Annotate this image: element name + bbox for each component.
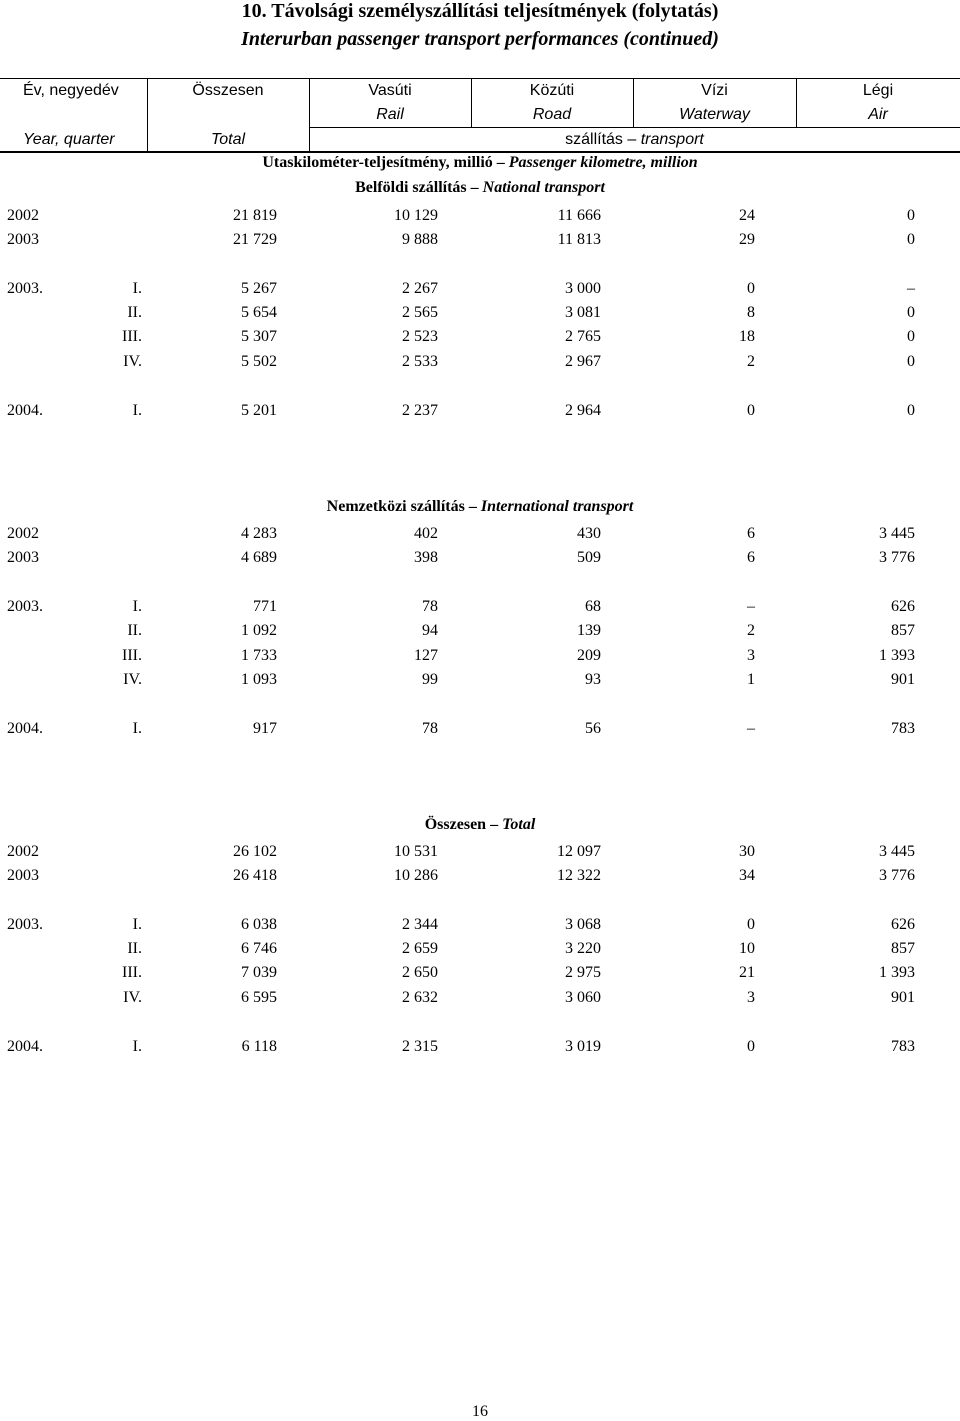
cell-rail: 99	[422, 671, 438, 688]
cell-road: 509	[577, 549, 601, 566]
table-row	[0, 914, 960, 936]
cell-total: 5 654	[241, 304, 277, 321]
cell-road: 139	[577, 622, 601, 639]
row-year: 2003.	[7, 598, 43, 615]
table-row	[0, 645, 960, 667]
cell-waterway: 3	[747, 647, 755, 664]
cell-total: 5 201	[241, 402, 277, 419]
row-year: 2003.	[7, 916, 43, 933]
cell-road: 11 813	[557, 231, 601, 248]
row-year: 2003.	[7, 280, 43, 297]
cell-road: 2 975	[565, 964, 601, 981]
cell-waterway: 21	[739, 964, 755, 981]
cell-rail: 2 650	[402, 964, 438, 981]
cell-total: 6 118	[241, 1038, 277, 1055]
cell-rail: 78	[422, 720, 438, 737]
col-water-label-en: Waterway	[679, 106, 750, 123]
cell-total: 917	[253, 720, 277, 737]
header-mid-rule	[309, 127, 960, 128]
table-row	[0, 620, 960, 642]
row-quarter: I.	[132, 1038, 142, 1055]
cell-rail: 2 315	[402, 1038, 438, 1055]
col-total-label-en: Total	[210, 131, 246, 148]
cell-waterway: 30	[739, 843, 755, 860]
cell-waterway: 0	[747, 916, 755, 933]
cell-air: 0	[907, 328, 915, 345]
row-quarter: I.	[132, 720, 142, 737]
cell-road: 3 081	[565, 304, 601, 321]
row-year: 2002	[7, 207, 39, 224]
table-row	[0, 596, 960, 618]
page-subtitle: Interurban passenger transport performances (continued)	[241, 28, 719, 50]
cell-rail: 10 286	[394, 867, 438, 884]
cell-waterway: 2	[747, 622, 755, 639]
cell-air: 901	[891, 671, 915, 688]
table-row	[0, 987, 960, 1009]
cell-air: 0	[907, 402, 915, 419]
cell-rail: 2 659	[402, 940, 438, 957]
cell-air: 3 776	[879, 549, 915, 566]
cell-road: 2 964	[565, 402, 601, 419]
row-year: 2004.	[7, 1038, 43, 1055]
section-title: Összesen – Total	[424, 816, 536, 833]
cell-waterway: 0	[747, 402, 755, 419]
page-number: 16	[472, 1403, 488, 1420]
page-title: 10. Távolsági személyszállítási teljesítmények (folytatás)	[241, 0, 719, 22]
table-row	[0, 865, 960, 887]
table-row	[0, 351, 960, 373]
col-air-label-en: Air	[868, 106, 888, 123]
cell-rail: 78	[422, 598, 438, 615]
cell-road: 2 967	[565, 353, 601, 370]
cell-total: 26 102	[233, 843, 277, 860]
table-row	[0, 278, 960, 300]
table-row	[0, 302, 960, 324]
cell-waterway: 34	[739, 867, 755, 884]
col-air-label: Légi	[862, 82, 894, 99]
cell-air: 0	[907, 231, 915, 248]
cell-air: 3 776	[879, 867, 915, 884]
table-row	[0, 229, 960, 251]
cell-road: 209	[577, 647, 601, 664]
cell-total: 1 092	[241, 622, 277, 639]
row-quarter: IV.	[123, 989, 142, 1006]
table-row	[0, 400, 960, 422]
col-year-label: Év, negyedév	[23, 82, 119, 99]
cell-waterway: 18	[739, 328, 755, 345]
cell-rail: 2 533	[402, 353, 438, 370]
row-quarter: I.	[132, 598, 142, 615]
row-year: 2004.	[7, 402, 43, 419]
col-road-label: Közúti	[529, 82, 575, 99]
cell-air: 1 393	[879, 964, 915, 981]
cell-rail: 2 237	[402, 402, 438, 419]
cell-total: 4 689	[241, 549, 277, 566]
section-title: Nemzetközi szállítás – International transport	[326, 498, 634, 515]
row-quarter: II.	[127, 940, 142, 957]
row-year: 2002	[7, 843, 39, 860]
cell-total: 6 038	[241, 916, 277, 933]
cell-rail: 398	[414, 549, 438, 566]
cell-air: 0	[907, 353, 915, 370]
transport-label: szállítás – transport	[565, 131, 704, 148]
cell-waterway: 8	[747, 304, 755, 321]
cell-air: –	[907, 280, 915, 297]
cell-air: 783	[891, 1038, 915, 1055]
cell-air: 0	[907, 207, 915, 224]
cell-road: 3 019	[565, 1038, 601, 1055]
cell-total: 21 819	[233, 207, 277, 224]
cell-waterway: 2	[747, 353, 755, 370]
row-quarter: I.	[132, 402, 142, 419]
col-road-label-en: Road	[532, 106, 572, 123]
row-year: 2002	[7, 525, 39, 542]
cell-air: 626	[891, 916, 915, 933]
row-quarter: III.	[122, 964, 142, 981]
cell-air: 857	[891, 622, 915, 639]
cell-rail: 9 888	[402, 231, 438, 248]
row-year: 2003	[7, 867, 39, 884]
cell-road: 11 666	[557, 207, 601, 224]
cell-road: 3 060	[565, 989, 601, 1006]
col-total-label: Összesen	[192, 82, 264, 99]
cell-total: 771	[253, 598, 277, 615]
col-rail-label: Vasúti	[368, 82, 412, 99]
cell-air: 783	[891, 720, 915, 737]
col-year-label-en: Year, quarter	[23, 131, 115, 148]
cell-rail: 127	[414, 647, 438, 664]
cell-road: 12 097	[557, 843, 601, 860]
row-quarter: IV.	[123, 353, 142, 370]
row-quarter: I.	[132, 280, 142, 297]
cell-total: 6 746	[241, 940, 277, 957]
row-quarter: I.	[132, 916, 142, 933]
cell-total: 26 418	[233, 867, 277, 884]
cell-road: 56	[585, 720, 601, 737]
cell-rail: 2 344	[402, 916, 438, 933]
table-row	[0, 547, 960, 569]
table-row	[0, 326, 960, 348]
row-year: 2004.	[7, 720, 43, 737]
cell-waterway: 6	[747, 525, 755, 542]
cell-air: 626	[891, 598, 915, 615]
cell-total: 1 733	[241, 647, 277, 664]
table-row	[0, 669, 960, 691]
row-quarter: II.	[127, 304, 142, 321]
cell-rail: 2 523	[402, 328, 438, 345]
cell-road: 430	[577, 525, 601, 542]
cell-rail: 10 531	[394, 843, 438, 860]
row-year: 2003	[7, 231, 39, 248]
cell-total: 4 283	[241, 525, 277, 542]
cell-waterway: 3	[747, 989, 755, 1006]
cell-waterway: 0	[747, 280, 755, 297]
cell-air: 3 445	[879, 525, 915, 542]
row-quarter: III.	[122, 328, 142, 345]
cell-rail: 2 565	[402, 304, 438, 321]
cell-waterway: 29	[739, 231, 755, 248]
cell-air: 901	[891, 989, 915, 1006]
cell-total: 5 267	[241, 280, 277, 297]
cell-rail: 94	[422, 622, 438, 639]
cell-air: 3 445	[879, 843, 915, 860]
unit-label: Utaskilométer-teljesítmény, millió – Passenger kilometre, million	[262, 154, 698, 171]
cell-rail: 402	[414, 525, 438, 542]
table-row	[0, 938, 960, 960]
cell-total: 5 307	[241, 328, 277, 345]
cell-total: 1 093	[241, 671, 277, 688]
col-water-label: Vízi	[701, 82, 728, 99]
row-quarter: II.	[127, 622, 142, 639]
cell-rail: 2 267	[402, 280, 438, 297]
table-row	[0, 718, 960, 740]
table-row	[0, 1036, 960, 1058]
section-title: Belföldi szállítás – National transport	[355, 179, 605, 196]
cell-waterway: –	[747, 720, 755, 737]
table-row	[0, 962, 960, 984]
cell-air: 0	[907, 304, 915, 321]
cell-total: 5 502	[241, 353, 277, 370]
cell-road: 3 220	[565, 940, 601, 957]
cell-air: 1 393	[879, 647, 915, 664]
table-row	[0, 523, 960, 545]
cell-total: 21 729	[233, 231, 277, 248]
cell-waterway: –	[747, 598, 755, 615]
row-quarter: IV.	[123, 671, 142, 688]
cell-road: 3 068	[565, 916, 601, 933]
header-top-rule	[0, 78, 960, 79]
cell-road: 3 000	[565, 280, 601, 297]
table-row	[0, 205, 960, 227]
cell-total: 7 039	[241, 964, 277, 981]
cell-rail: 2 632	[402, 989, 438, 1006]
cell-waterway: 24	[739, 207, 755, 224]
table-row	[0, 841, 960, 863]
col-rail-label-en: Rail	[376, 106, 404, 123]
row-year: 2003	[7, 549, 39, 566]
cell-waterway: 10	[739, 940, 755, 957]
cell-waterway: 0	[747, 1038, 755, 1055]
cell-waterway: 6	[747, 549, 755, 566]
row-quarter: III.	[122, 647, 142, 664]
cell-air: 857	[891, 940, 915, 957]
cell-road: 68	[585, 598, 601, 615]
cell-waterway: 1	[747, 671, 755, 688]
cell-road: 2 765	[565, 328, 601, 345]
cell-total: 6 595	[241, 989, 277, 1006]
cell-road: 93	[585, 671, 601, 688]
cell-rail: 10 129	[394, 207, 438, 224]
cell-road: 12 322	[557, 867, 601, 884]
